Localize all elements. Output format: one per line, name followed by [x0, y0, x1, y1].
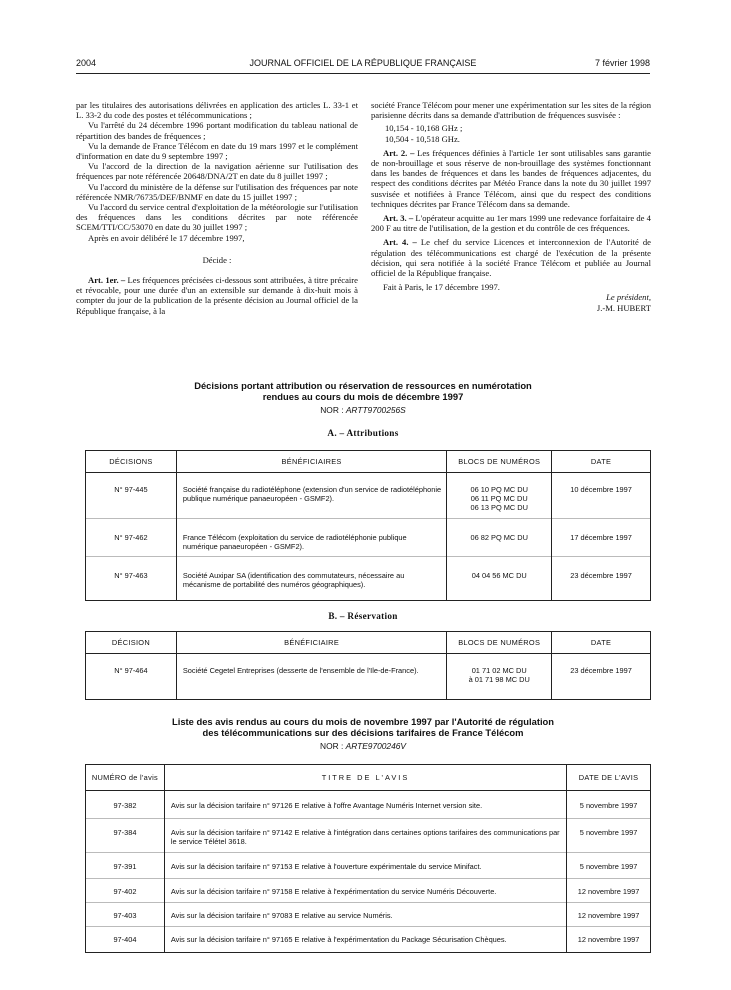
table-row: [86, 791, 651, 819]
paragraph: Vu l'accord du ministère de la défense sur l'utilisation des fréquences par note référencée NMR/76735/DEF/BNMF en date du 15 juillet 1997 ;: [76, 181, 358, 202]
issue-date: 7 février 1998: [594, 58, 650, 68]
col-header-blocs: BLOCS DE NUMÉROS: [447, 451, 552, 473]
table-row: [86, 473, 651, 519]
article-3: [371, 213, 651, 233]
signature-title: Le président,: [606, 292, 651, 303]
beneficiary: France Télécom (exploitation du service de radiotéléphonie publique numérique panaeuropéen - GSMF2).: [176, 519, 446, 557]
article-1: [76, 275, 358, 316]
decide-label: Décide :: [202, 254, 232, 265]
avis-number: 97-404: [86, 927, 165, 953]
beneficiary: Société française du radiotéléphone (extension d'un service de radiotéléphonie publique numérique panaeuropéen - GSMF2).: [176, 473, 446, 519]
number-blocks: 01 71 02 MC DU à 01 71 98 MC DU: [447, 654, 552, 700]
left-column: [76, 100, 358, 316]
avis-number: 97-403: [86, 903, 165, 927]
avis-title: Avis sur la décision tarifaire n° 97142 E relative à l'intégration dans certaines options tarifaires des communications par le service Télétel 3618.: [164, 819, 566, 853]
signature-name: J.-M. HUBERT: [596, 302, 651, 313]
attributions-table: [85, 450, 651, 601]
paragraph: Après en avoir délibéré le 17 décembre 1997,: [88, 232, 245, 243]
article-2-label: Art. 2. –: [383, 147, 415, 158]
avis-date: 5 novembre 1997: [567, 853, 651, 879]
col-header-titre: TITRE DE L'AVIS: [164, 765, 566, 791]
decision-number: N° 97-464: [86, 654, 177, 700]
decision-number: N° 97-463: [86, 557, 177, 601]
beneficiary: Société Auxipar SA (identification des commutateurs, nécessaire au mécanisme de portabilité des numéros géographiques).: [176, 557, 446, 601]
article-4-label: Art. 4. –: [383, 237, 417, 248]
avis-date: 5 novembre 1997: [567, 819, 651, 853]
number-blocks: 06 82 PQ MC DU: [447, 519, 552, 557]
section1-title: Décisions portant attribution ou réservation de ressources en numérotation rendues au cours du mois de décembre 1997: [194, 380, 532, 402]
avis-date: 12 novembre 1997: [567, 903, 651, 927]
article-4-text: Le chef du service Licences et interconnexion de l'Autorité de régulation des télécommunications est chargé de l'exécution de la présente décision, qui sera notifiée à la société France Télécom et publiée au Journal officiel de la République française.: [371, 237, 651, 279]
avis-table: [85, 764, 651, 953]
decision-date: 10 décembre 1997: [552, 473, 651, 519]
avis-number: 97-382: [86, 791, 165, 819]
article-4: [371, 237, 651, 278]
col-header-decisions: DÉCISIONS: [86, 451, 177, 473]
table-row: [86, 879, 651, 903]
table-row: [86, 557, 651, 601]
avis-date: 12 novembre 1997: [567, 879, 651, 903]
col-header-beneficiaire: BÉNÉFICIAIRE: [176, 632, 446, 654]
done-at: Fait à Paris, le 17 décembre 1997.: [383, 282, 500, 293]
article-3-text: L'opérateur acquitte au 1er mars 1999 une redevance forfaitaire de 4 200 F au titre de l'utilisation, de la gestion et du contrôle de ces fréquences.: [371, 213, 651, 234]
paragraph: Vu l'arrêté du 24 décembre 1996 portant modification du tableau national de répartition des bandes de fréquences ;: [76, 120, 358, 141]
article-2: [371, 148, 651, 209]
section1-nor: NOR : ARTT9700256S: [320, 405, 406, 415]
table-row: [86, 654, 651, 700]
paragraph: société France Télécom pour mener une expérimentation sur les sites de la région parisienne décrits dans sa demande d'attribution de fréquences susvisée :: [371, 100, 651, 121]
avis-number: 97-384: [86, 819, 165, 853]
avis-date: 12 novembre 1997: [567, 927, 651, 953]
col-header-date: DATE DE L'AVIS: [567, 765, 651, 791]
paragraph: par les titulaires des autorisations délivrées en application des articles L. 33-1 et L. 33-2 du code des postes et télécommunications ;: [76, 100, 358, 121]
col-header-beneficiaires: BÉNÉFICIAIRES: [176, 451, 446, 473]
table-row: [86, 903, 651, 927]
col-header-date: DATE: [552, 632, 651, 654]
paragraph: Vu la demande de France Télécom en date du 19 mars 1997 et le complément d'information en date du 9 septembre 1997 ;: [76, 140, 358, 162]
paragraph: Vu l'accord du service central d'exploitation de la météorologie sur l'utilisation des fréquences dans les conditions décrites par note référencée SCEM/TTI/CC/53070 en date du 30 juillet 1997 ;: [76, 202, 358, 233]
decision-date: 23 décembre 1997: [552, 654, 651, 700]
paragraph: Vu l'accord de la direction de la navigation aérienne sur l'utilisation des fréquences par note référencée 20648/DNA/2T en date du 8 juillet 1997 ;: [76, 161, 358, 182]
avis-title: Avis sur la décision tarifaire n° 97083 E relative au service Numéris.: [164, 903, 566, 927]
beneficiary: Société Cegetel Entreprises (desserte de l'ensemble de l'Ile-de-France).: [176, 654, 446, 700]
table-row: [86, 853, 651, 879]
number-blocks: 06 10 PQ MC DU 06 11 PQ MC DU 06 13 PQ MC DU: [447, 473, 552, 519]
article-1-text: Les fréquences précisées ci-dessous sont attribuées, à titre précaire et révocable, pour une durée d'un an extensible sur demande à dix-huit mois à compter du jour de la publication de la présente décision au Journal officiel de la République française, à la: [76, 275, 358, 316]
avis-date: 5 novembre 1997: [567, 791, 651, 819]
table-row: [86, 819, 651, 853]
section2-title: Liste des avis rendus au cours du mois de novembre 1997 par l'Autorité de régulation des télécommunications sur des décisions tarifaires de France Télécom: [171, 716, 555, 738]
subsection-b-title: B. – Réservation: [328, 611, 398, 621]
page-number: 2004: [76, 58, 97, 68]
number-blocks: 04 04 56 MC DU: [447, 557, 552, 601]
right-column: [371, 100, 651, 313]
avis-title: Avis sur la décision tarifaire n° 97126 E relative à l'offre Avantage Numéris Internet version site.: [164, 791, 566, 819]
frequency-range: 10,154 - 10,168 GHz ;: [385, 123, 463, 134]
avis-number: 97-402: [86, 879, 165, 903]
avis-number: 97-391: [86, 853, 165, 879]
table-row: [86, 927, 651, 953]
journal-title: JOURNAL OFFICIEL DE LA RÉPUBLIQUE FRANÇAISE: [249, 58, 477, 68]
col-header-decision: DÉCISION: [86, 632, 177, 654]
reservation-table: [85, 631, 651, 700]
article-1-label: Art. 1er. –: [88, 275, 126, 286]
decision-date: 17 décembre 1997: [552, 519, 651, 557]
decision-number: N° 97-445: [86, 473, 177, 519]
decision-date: 23 décembre 1997: [552, 557, 651, 601]
col-header-blocs: BLOCS DE NUMÉROS: [447, 632, 552, 654]
page-header: [76, 58, 650, 72]
frequency-range: 10,504 - 10,518 GHz.: [385, 133, 460, 144]
decision-number: N° 97-462: [86, 519, 177, 557]
subsection-a-title: A. – Attributions: [327, 428, 399, 438]
section2-nor: NOR : ARTE9700246V: [320, 741, 406, 751]
table-row: [86, 519, 651, 557]
avis-title: Avis sur la décision tarifaire n° 97153 E relative à l'ouverture expérimentale du service Minifact.: [164, 853, 566, 879]
col-header-date: DATE: [552, 451, 651, 473]
header-rule: [76, 73, 650, 74]
article-2-text: Les fréquences définies à l'article 1er sont utilisables sans garantie de non-brouillage et sous réserve de non-brouillage des systèmes fonctionnant dans les bandes de fréquences et dans les bandes de fréquences adjacentes, du respect des conditions décrites par Météo France dans la note du 30 juillet 1997 susvisée et notifiées à France Télécom, ainsi que du respect des conditions techniques décrites par France Télécom dans sa demande.: [371, 147, 651, 209]
col-header-numero: NUMÉRO de l'avis: [86, 765, 165, 791]
article-3-label: Art. 3. –: [383, 213, 414, 224]
avis-title: Avis sur la décision tarifaire n° 97165 E relative à l'expérimentation du Package Sécurisation Chèques.: [164, 927, 566, 953]
avis-title: Avis sur la décision tarifaire n° 97158 E relative à l'expérimentation du service Numéris Découverte.: [164, 879, 566, 903]
